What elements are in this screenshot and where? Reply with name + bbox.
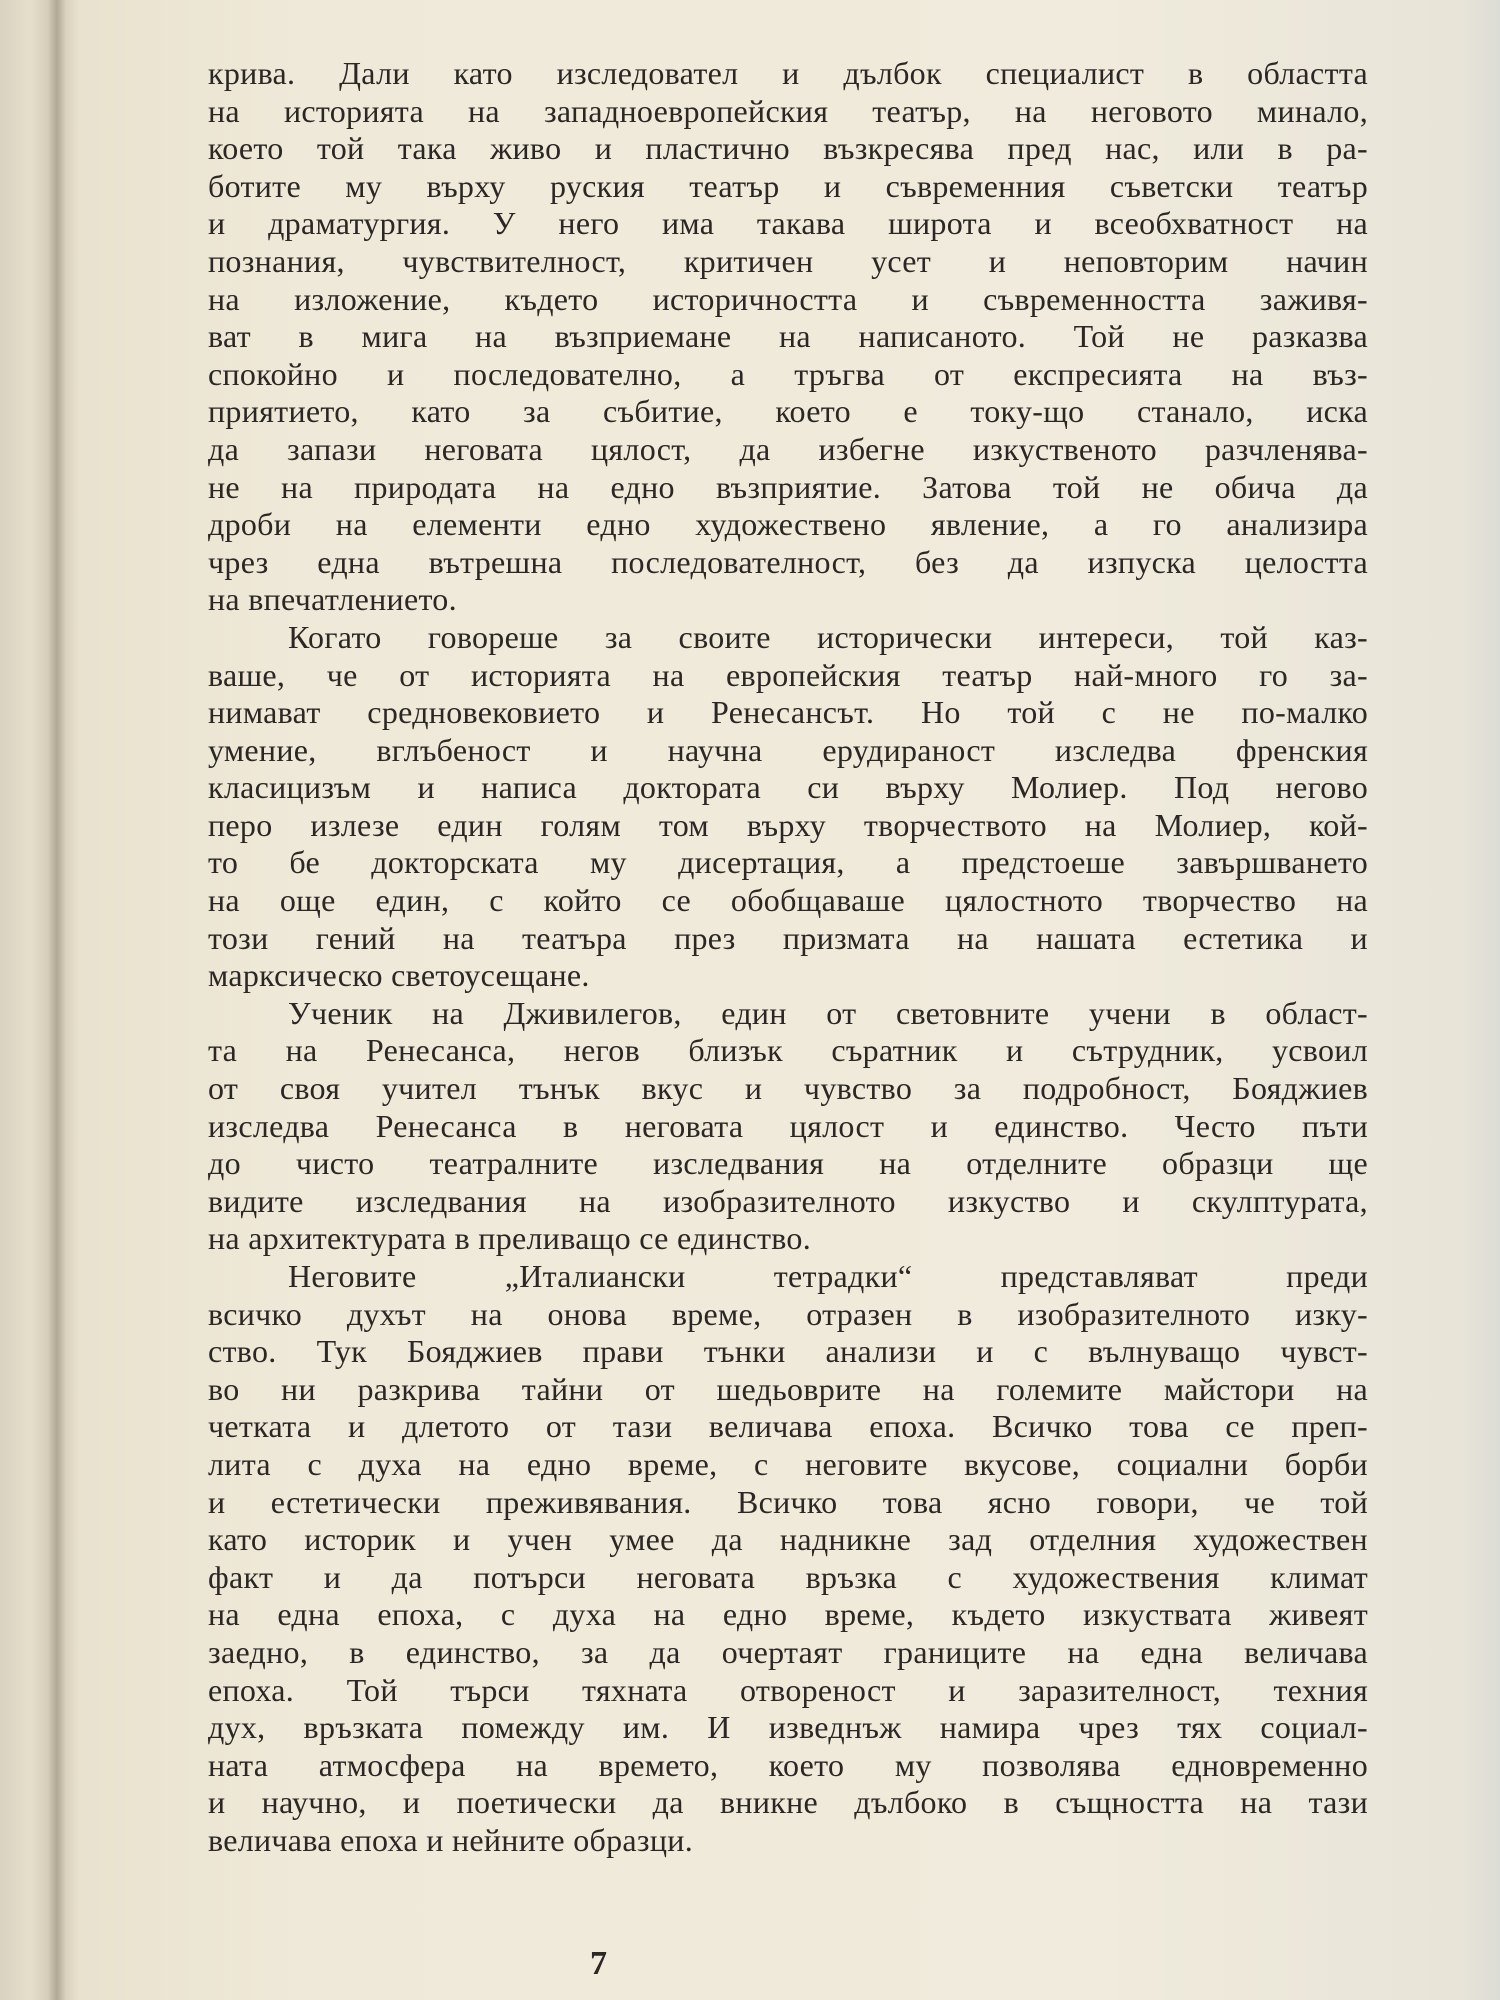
text-line: четката и длетото от тази величава епоха. Всичко това се преп- bbox=[208, 1408, 1368, 1445]
text-line: като историк и учен умее да надникне зад отделния художествен bbox=[208, 1521, 1368, 1558]
text-line: този гений на театъра през призмата на нашата естетика и bbox=[208, 919, 1368, 956]
text-line: епоха. Той търси тяхната отвореност и заразителност, техния bbox=[208, 1671, 1368, 1708]
text-line: да запази неговата цялост, да избегне изкуственото разчленява- bbox=[208, 430, 1368, 467]
text-line: величава епоха и нейните образци. bbox=[208, 1821, 694, 1858]
text-line: ват в мига на възприемане на написаното. Той не разказва bbox=[208, 318, 1368, 355]
text-line: не на природата на едно възприятие. Затова той не обича да bbox=[208, 468, 1368, 505]
text-line: на впечатлението. bbox=[208, 581, 457, 618]
text-line: и научно, и поетически да вникне дълбоко в същността на тази bbox=[208, 1784, 1368, 1821]
text-line: на изложение, където историчността и съвременността заживя- bbox=[208, 280, 1368, 317]
text-line: което той така живо и пластично възкресява пред нас, или в ра- bbox=[208, 130, 1368, 167]
text-line: ботите му върху руския театър и съвременния съветски театър bbox=[208, 167, 1368, 204]
text-line: ната атмосфера на времето, което му позволява едновременно bbox=[208, 1746, 1368, 1783]
text-line: Когато говореше за своите исторически интереси, той каз- bbox=[288, 618, 1368, 655]
text-line: от своя учител тънък вкус и чувство за подробност, Бояджиев bbox=[208, 1070, 1368, 1107]
text-line: крива. Дали като изследовател и дълбок специалист в областта bbox=[208, 55, 1368, 91]
text-line: на още един, с който се обобщаваше цялостното творчество на bbox=[208, 882, 1368, 919]
text-line: Ученик на Дживилегов, един от световните учени в област- bbox=[288, 994, 1368, 1031]
page-body-text bbox=[208, 55, 1368, 1860]
text-line: и драматургия. У него има такава широта и всеобхватност на bbox=[208, 205, 1368, 242]
text-line: класицизъм и написа доктората си върху Молиер. Под негово bbox=[208, 769, 1368, 806]
book-gutter bbox=[48, 0, 66, 2000]
text-line: на историята на западноевропейския театър, на неговото минало, bbox=[208, 92, 1368, 129]
text-line: приятието, като за събитие, което е току-що станало, иска bbox=[208, 393, 1368, 430]
text-line: и естетически преживявания. Всичко това ясно говори, че той bbox=[208, 1483, 1368, 1520]
text-line: ство. Тук Бояджиев прави тънки анализи и с вълнуващо чувст- bbox=[208, 1333, 1368, 1370]
text-line: чрез една вътрешна последователност, без да изпуска целостта bbox=[208, 543, 1368, 580]
text-line: до чисто театралните изследвания на отделните образци ще bbox=[208, 1145, 1368, 1182]
text-line: лита с духа на едно време, с неговите вкусове, социални борби bbox=[208, 1445, 1368, 1482]
text-line: нимават средновековието и Ренесансът. Но той с не по-малко bbox=[208, 694, 1368, 731]
text-line: умение, вглъбеност и научна ерудираност изследва френския bbox=[208, 731, 1368, 768]
text-line: видите изследвания на изобразителното изкуство и скулптурата, bbox=[208, 1182, 1368, 1219]
text-line: та на Ренесанса, негов близък съратник и сътрудник, усвоил bbox=[208, 1032, 1368, 1069]
text-line: Неговите „Италиански тетрадки“ представляват преди bbox=[288, 1258, 1368, 1294]
text-line: то бе докторската му дисертация, а предстоеше завършването bbox=[208, 844, 1368, 881]
text-line: во ни разкрива тайни от шедьоврите на големите майстори на bbox=[208, 1370, 1368, 1407]
text-line: изследва Ренесанса в неговата цялост и единство. Често пъти bbox=[208, 1107, 1368, 1144]
text-line: спокойно и последователно, а тръгва от експресията на въз- bbox=[208, 355, 1368, 392]
text-line: познания, чувствителност, критичен усет и неповторим начин bbox=[208, 242, 1368, 279]
text-line: на архитектурата в преливащо се единство. bbox=[208, 1220, 812, 1257]
text-line: марксическо светоусещане. bbox=[208, 957, 590, 994]
text-line: дроби на елементи едно художествено явление, а го анализира bbox=[208, 506, 1368, 543]
text-line: на една епоха, с духа на едно време, където изкуствата живеят bbox=[208, 1596, 1368, 1633]
text-line: заедно, в единство, за да очертаят границите на една величава bbox=[208, 1633, 1368, 1670]
text-line: всичко духът на онова време, отразен в изобразителното изку- bbox=[208, 1295, 1368, 1332]
page-number: 7 bbox=[590, 1945, 607, 1982]
text-line: перо излезе един голям том върху творчеството на Молиер, кой- bbox=[208, 806, 1368, 843]
text-line: факт и да потърси неговата връзка с художествения климат bbox=[208, 1558, 1368, 1595]
text-line: ваше, че от историята на европейския театър най-много го за- bbox=[208, 656, 1368, 693]
text-line: дух, връзката помежду им. И изведнъж намира чрез тях социал- bbox=[208, 1709, 1368, 1746]
